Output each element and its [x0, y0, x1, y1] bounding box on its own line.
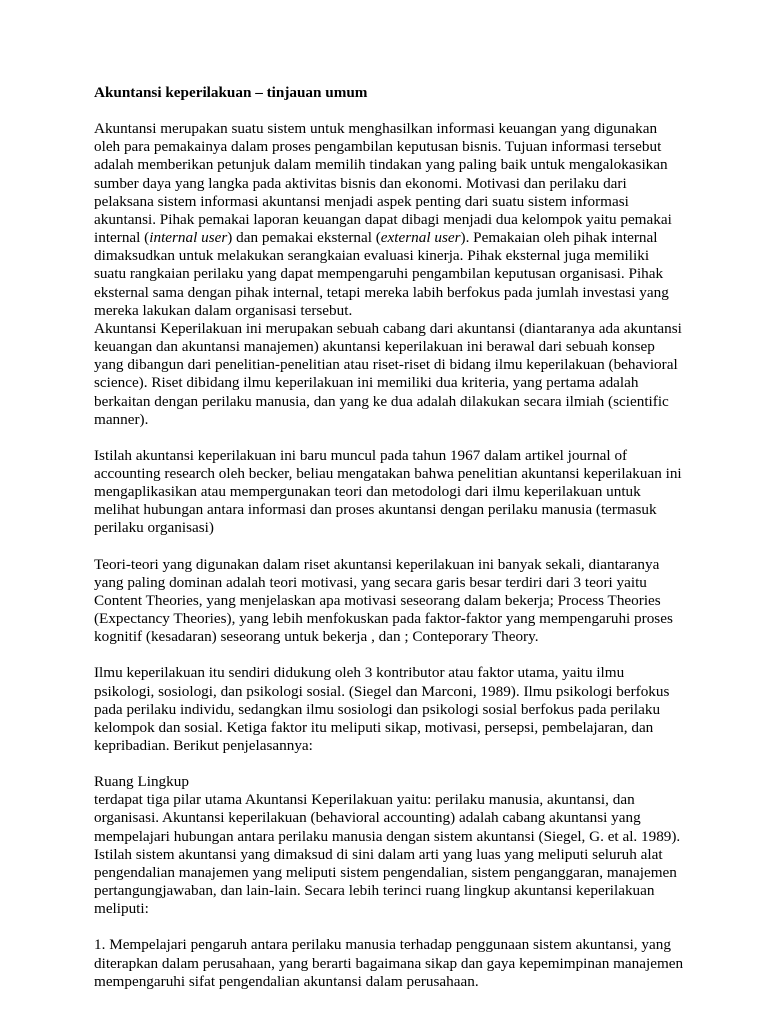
paragraph-intro-part-c: ). Pemakaian oleh pihak internal dimaksudkan untuk melakukan serangkaian evaluasi kinerja. Pihak eksternal juga memiliki suatu rangkaian perilaku yang dapat mempengaruhi pengambilan keputusan organisasi. Pihak eksternal sama dengan pihak internal, tetapi mereka labih berfokus pada jumlah investasi yang mereka lakukan dalam organisasi tersebut. [94, 229, 669, 319]
paragraph-contributors: Ilmu keperilakuan itu sendiri didukung oleh 3 kontributor atau faktor utama, yaitu ilmu psikologi, sosiologi, dan psikologi sosial. (Siegel dan Marconi, 1989). Ilmu psikologi berfokus pada perilaku individu, sedangkan ilmu sosiologi dan psikologi sosial berfokus pada perilaku kelompok dan sosial. Ketiga faktor itu meliputi sikap, motivasi, persepsi, pembelajaran, dan kepribadian. Berikut penjelasannya: [94, 664, 670, 754]
paragraph-gap [94, 429, 684, 447]
paragraph-gap [94, 538, 684, 556]
document-page [94, 84, 684, 991]
list-item-scope-1: 1. Mempelajari pengaruh antara perilaku manusia terhadap penggunaan sistem akuntansi, yang diterapkan dalam perusahaan, yang berarti bagaimana sikap dan gaya kepemimpinan manajemen mempengaruhi sifat pengendalian akuntansi dalam perusahaan. [94, 936, 684, 990]
document-title: Akuntansi keperilakuan – tinjauan umum [94, 84, 368, 101]
paragraph-scope: terdapat tiga pilar utama Akuntansi Keperilakuan yaitu: perilaku manusia, akuntansi, dan organisasi. Akuntansi keperilakuan (behavioral accounting) adalah cabang akuntansi yang mempelajari hubungan antara perilaku manusia dengan sistem akuntansi (Siegel, G. et al. 1989). Istilah sistem akuntansi yang dimaksud di sini dalam arti yang luas yang meliputi seluruh alat pengendalian manajemen yang meliputi sistem pengendalian, sistem penganggaran, manajemen pertangungjawaban, dan lain-lain. Secara lebih terinci ruang lingkup akuntansi keperilakuan meliputi: [94, 791, 681, 918]
paragraph-behavioral-branch: Akuntansi Keperilakuan ini merupakan sebuah cabang dari akuntansi (diantaranya ada akuntansi keuangan dan akuntansi manajemen) akuntansi keperilakuan ini berawal dari sebuah konsep yang dibangun dari penelitian-penelitian atau riset-riset di bidang ilmu keperilakuan (behavioral science). Riset dibidang ilmu keperilakuan ini memiliki dua kriteria, yang pertama adalah berkaitan dengan perilaku manusia, dan yang ke dua adalah dilakukan secara ilmiah (scientific manner). [94, 319, 682, 428]
internal-user-term: internal user [149, 229, 228, 247]
paragraph-gap [94, 918, 684, 936]
paragraph-gap [94, 755, 684, 773]
paragraph-intro-part-b: ) dan pemakai eksternal ( [227, 229, 381, 247]
paragraph-gap [94, 646, 684, 664]
paragraph-intro [94, 120, 684, 320]
external-user-term: external user [380, 229, 461, 247]
paragraph-theories: Teori-teori yang digunakan dalam riset akuntansi keperilakuan ini banyak sekali, diantaranya yang paling dominan adalah teori motivasi, yang secara garis besar terdiri dari 3 teori yaitu Content Theories, yang menjelaskan apa motivasi seseorang dalam bekerja; Process Theories (Expectancy Theories), yang lebih menfokuskan pada faktor-faktor yang mempengaruhi proses kognitif (kesadaran) seseorang untuk bekerja , dan ; Conteporary Theory. [94, 555, 673, 646]
paragraph-intro-part-a: Akuntansi merupakan suatu sistem untuk menghasilkan informasi keuangan yang digunakan oleh para pemakainya dalam proses pengambilan keputusan bisnis. Tujuan informasi tersebut adalah memberikan petunjuk dalam memilih tindakan yang paling baik untuk mengalokasikan sumber daya yang langka pada aktivitas bisnis dan ekonomi. Motivasi dan perilaku dari pelaksana sistem informasi akuntansi menjadi aspek penting dari suatu sistem informasi akuntansi. Pihak pemakai laporan keuangan dapat dibagi menjadi dua kelompok yaitu pemakai internal ( [94, 120, 672, 247]
paragraph-history: Istilah akuntansi keperilakuan ini baru muncul pada tahun 1967 dalam artikel journal of accounting research oleh becker, beliau mengatakan bahwa penelitian akuntansi keperilakuan ini mengaplikasikan atau mempergunakan teori dan metodologi dari ilmu keperilakuan untuk melihat hubungan antara informasi dan proses akuntansi dengan perilaku manusia (termasuk perilaku organisasi) [94, 446, 682, 537]
heading-ruang-lingkup: Ruang Lingkup [94, 773, 189, 791]
